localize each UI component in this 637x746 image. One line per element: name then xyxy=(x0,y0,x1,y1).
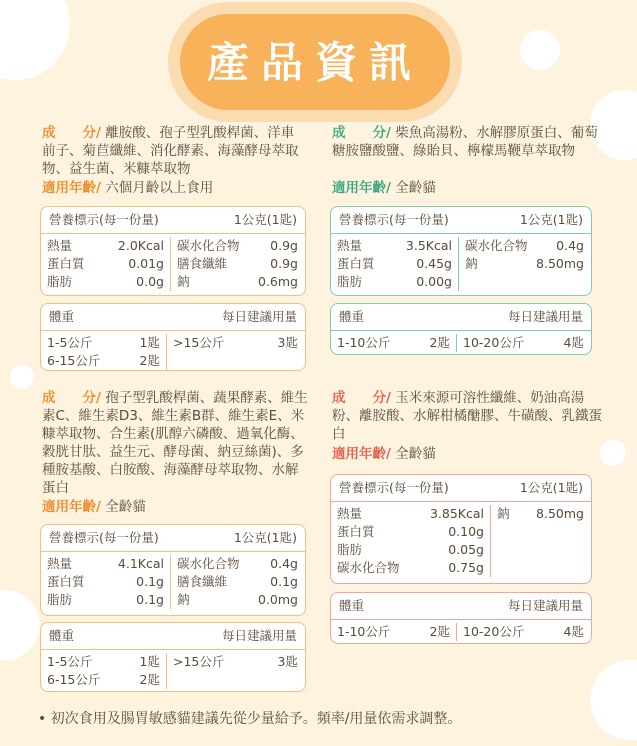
nutrition-rows xyxy=(41,234,305,291)
table-cell-label: 脂肪 xyxy=(337,542,363,557)
table-cell-label: 6-15公斤 xyxy=(47,353,101,368)
product-1-age xyxy=(42,179,213,197)
table-cell-label: 鈉 xyxy=(177,274,190,289)
product-4-ingredients xyxy=(332,389,602,443)
table-cell xyxy=(331,334,457,352)
table-row xyxy=(41,573,305,591)
age-text: 全齡貓 xyxy=(105,499,146,515)
table-row xyxy=(331,623,591,641)
table-cell xyxy=(41,255,171,273)
table-row xyxy=(331,505,591,523)
table-cell-label: 碳水化合物 xyxy=(465,238,528,253)
decor-circle xyxy=(0,0,70,80)
dosage-rows xyxy=(331,331,591,352)
nutrition-header: 營養標示(每一份量) 1公克(1匙) xyxy=(331,475,591,502)
table-cell-label: 1-5公斤 xyxy=(47,335,93,350)
nutrition-header: 營養標示(每一份量) 1公克(1匙) xyxy=(41,525,305,552)
table-cell-value: 8.50mg xyxy=(536,506,584,521)
age-label: 適用年齡/ xyxy=(332,180,391,196)
table-cell xyxy=(167,352,304,370)
table-cell-value: 4匙 xyxy=(563,624,584,639)
table-cell-label: 膳食纖維 xyxy=(177,574,228,589)
table-cell-label: 6-15公斤 xyxy=(47,672,101,687)
product-2-nutrition-table xyxy=(330,206,592,296)
table-cell-value: 0.0g xyxy=(136,274,164,289)
table-cell-label: 熱量 xyxy=(47,238,73,253)
table-cell xyxy=(331,505,491,523)
table-cell-value: 3.5Kcal xyxy=(405,238,452,253)
dosage-rows xyxy=(331,620,591,641)
table-row xyxy=(331,559,591,577)
table-cell-label: 膳食纖維 xyxy=(177,256,228,271)
table-cell-value: 0.10g xyxy=(448,524,484,539)
decor-circle xyxy=(10,365,34,389)
table-cell-label: 10-20公斤 xyxy=(463,624,525,639)
table-cell-value: 0.9g xyxy=(270,256,298,271)
table-cell-label: 熱量 xyxy=(337,506,363,521)
table-cell-label: 碳水化合物 xyxy=(337,560,400,575)
nutrition-rows xyxy=(331,502,591,577)
table-cell xyxy=(331,255,459,273)
table-cell-value: 2匙 xyxy=(429,335,450,350)
age-text: 全齡貓 xyxy=(395,446,436,462)
table-row xyxy=(41,555,305,573)
table-cell-label: 鈉 xyxy=(177,592,190,607)
product-4-dosage-table xyxy=(330,592,592,644)
table-cell xyxy=(41,671,167,689)
dosage-header: 體重 每日建議用量 xyxy=(41,623,305,650)
table-cell xyxy=(171,591,304,609)
table-cell-label: 蛋白質 xyxy=(337,524,375,539)
decor-circle xyxy=(600,440,626,466)
table-row xyxy=(41,352,305,370)
ingredients-text: 玉米來源可溶性纖維、奶油高湯粉、離胺酸、水解柑橘醣膠、牛磺酸、乳鐵蛋白 xyxy=(332,390,602,442)
ingredients-label: 成 分/ xyxy=(42,390,101,406)
table-cell-label: 蛋白質 xyxy=(337,256,375,271)
table-cell-label: >15公斤 xyxy=(173,335,225,350)
table-cell xyxy=(459,237,590,255)
table-cell-label: 脂肪 xyxy=(337,274,363,289)
table-row xyxy=(331,334,591,352)
dosage-header: 體重 每日建議用量 xyxy=(41,304,305,331)
table-cell xyxy=(41,237,171,255)
table-cell xyxy=(491,505,590,523)
product-4-age xyxy=(332,445,436,463)
table-cell-value: 3匙 xyxy=(277,654,298,669)
age-label: 適用年齡/ xyxy=(42,180,101,196)
table-cell xyxy=(459,273,590,291)
nutrition-rows xyxy=(331,234,591,291)
ingredients-text: 孢子型乳酸桿菌、蔬果酵素、維生素C、維生素D3、維生素B群、維生素E、米糠萃取物、合生素(肌醇六磷酸、過氧化酶、穀胱甘肽、益生元、酵母菌、納豆絲菌)、多種胺基酸、白胺酸、海藻酵母萃取物、水解蛋白 xyxy=(42,390,308,496)
age-label: 適用年齡/ xyxy=(42,499,101,515)
table-cell xyxy=(491,559,590,577)
decor-circle xyxy=(0,590,40,660)
ingredients-text: 柴魚高湯粉、水解膠原蛋白、葡萄糖胺鹽酸鹽、綠貽貝、檸檬馬鞭草萃取物 xyxy=(332,125,598,159)
product-1-dosage-table xyxy=(40,303,306,371)
table-row xyxy=(331,273,591,291)
table-cell xyxy=(457,334,590,352)
table-cell xyxy=(167,653,304,671)
table-cell-label: 脂肪 xyxy=(47,274,73,289)
table-cell-value: 0.75g xyxy=(448,560,484,575)
table-cell-value: 0.05g xyxy=(448,542,484,557)
table-cell xyxy=(171,237,304,255)
table-row xyxy=(41,591,305,609)
table-cell-value: 0.1g xyxy=(136,574,164,589)
dosage-rows xyxy=(41,650,305,689)
table-cell-value: 2匙 xyxy=(429,624,450,639)
table-cell xyxy=(41,555,171,573)
table-cell xyxy=(457,623,590,641)
product-2-dosage-table xyxy=(330,303,592,355)
table-cell-label: 鈉 xyxy=(465,256,478,271)
product-1-nutrition-table xyxy=(40,206,306,296)
table-cell xyxy=(41,273,171,291)
table-cell-value: 2匙 xyxy=(139,672,160,687)
table-cell-label: >15公斤 xyxy=(173,654,225,669)
table-cell xyxy=(331,237,459,255)
table-cell-value: 2.0Kcal xyxy=(117,238,164,253)
table-cell-value: 4.1Kcal xyxy=(117,556,164,571)
table-cell xyxy=(171,573,304,591)
nutrition-header: 營養標示(每一份量) 1公克(1匙) xyxy=(41,207,305,234)
product-4-nutrition-table xyxy=(330,474,592,584)
product-3-age xyxy=(42,498,146,516)
table-row xyxy=(41,671,305,689)
ingredients-text: 離胺酸、孢子型乳酸桿菌、洋車前子、菊苣纖維、消化酵素、海藻酵母萃取物、益生菌、米糠萃取物 xyxy=(42,125,299,177)
table-cell-value: 0.1g xyxy=(270,574,298,589)
table-row xyxy=(41,237,305,255)
table-cell-value: 0.45g xyxy=(416,256,452,271)
footer-note: • 初次食用及腸胃敏感貓建議先從少量給予。頻率/用量依需求調整。 xyxy=(38,711,462,727)
table-cell xyxy=(331,523,491,541)
table-row xyxy=(331,237,591,255)
decor-circle xyxy=(520,30,560,70)
decor-circle xyxy=(590,660,637,740)
table-cell-value: 0.1g xyxy=(136,592,164,607)
table-cell-label: 脂肪 xyxy=(47,592,73,607)
ingredients-label: 成 分/ xyxy=(332,390,391,406)
table-cell-label: 1-10公斤 xyxy=(337,335,391,350)
age-text: 全齡貓 xyxy=(395,180,436,196)
table-cell-value: 3匙 xyxy=(277,335,298,350)
table-cell xyxy=(171,555,304,573)
table-cell xyxy=(41,653,167,671)
table-cell-label: 熱量 xyxy=(337,238,363,253)
product-3-dosage-table xyxy=(40,622,306,692)
table-cell-label: 熱量 xyxy=(47,556,73,571)
table-row xyxy=(331,523,591,541)
table-cell xyxy=(171,273,304,291)
table-cell-value: 0.4g xyxy=(556,238,584,253)
table-cell-value: 4匙 xyxy=(563,335,584,350)
table-row xyxy=(331,541,591,559)
table-cell xyxy=(491,541,590,559)
dosage-header: 體重 每日建議用量 xyxy=(331,593,591,620)
table-row xyxy=(41,334,305,352)
dosage-rows xyxy=(41,331,305,370)
dosage-header: 體重 每日建議用量 xyxy=(331,304,591,331)
table-cell xyxy=(331,559,491,577)
product-3-ingredients xyxy=(42,389,308,497)
table-cell xyxy=(331,541,491,559)
product-2-ingredients xyxy=(332,124,602,160)
product-1-ingredients xyxy=(42,124,304,178)
ingredients-label: 成 分/ xyxy=(42,125,101,141)
table-row xyxy=(41,273,305,291)
table-cell-label: 1-10公斤 xyxy=(337,624,391,639)
table-cell-value: 1匙 xyxy=(139,335,160,350)
table-cell-value: 0.00g xyxy=(416,274,452,289)
table-cell xyxy=(41,573,171,591)
table-cell-value: 8.50mg xyxy=(536,256,584,271)
table-cell-value: 1匙 xyxy=(139,654,160,669)
ingredients-label: 成 分/ xyxy=(332,125,391,141)
table-cell xyxy=(491,523,590,541)
table-cell-value: 0.0mg xyxy=(258,592,298,607)
age-text: 六個月齡以上食用 xyxy=(105,180,214,196)
table-cell-label: 蛋白質 xyxy=(47,256,85,271)
table-cell-label: 鈉 xyxy=(497,506,510,521)
table-cell xyxy=(41,352,167,370)
product-2-age xyxy=(332,179,436,197)
table-cell-value: 0.4g xyxy=(270,556,298,571)
table-cell-value: 0.01g xyxy=(128,256,164,271)
table-cell xyxy=(41,591,171,609)
table-cell-value: 2匙 xyxy=(139,353,160,368)
table-cell xyxy=(459,255,590,273)
table-row xyxy=(331,255,591,273)
table-cell-label: 1-5公斤 xyxy=(47,654,93,669)
product-3-nutrition-table xyxy=(40,524,306,616)
table-row xyxy=(41,255,305,273)
table-cell-label: 碳水化合物 xyxy=(177,238,240,253)
nutrition-header: 營養標示(每一份量) 1公克(1匙) xyxy=(331,207,591,234)
table-cell xyxy=(331,623,457,641)
nutrition-rows xyxy=(41,552,305,609)
table-cell-label: 蛋白質 xyxy=(47,574,85,589)
table-cell-value: 0.6mg xyxy=(258,274,298,289)
table-cell xyxy=(167,334,304,352)
table-cell xyxy=(41,334,167,352)
table-cell xyxy=(171,255,304,273)
age-label: 適用年齡/ xyxy=(332,446,391,462)
table-cell-value: 0.9g xyxy=(270,238,298,253)
table-row xyxy=(41,653,305,671)
table-cell-value: 3.85Kcal xyxy=(429,506,484,521)
table-cell xyxy=(331,273,459,291)
table-cell xyxy=(167,671,304,689)
page-title: 產品資訊 xyxy=(206,38,423,87)
table-cell-label: 碳水化合物 xyxy=(177,556,240,571)
table-cell-label: 10-20公斤 xyxy=(463,335,525,350)
